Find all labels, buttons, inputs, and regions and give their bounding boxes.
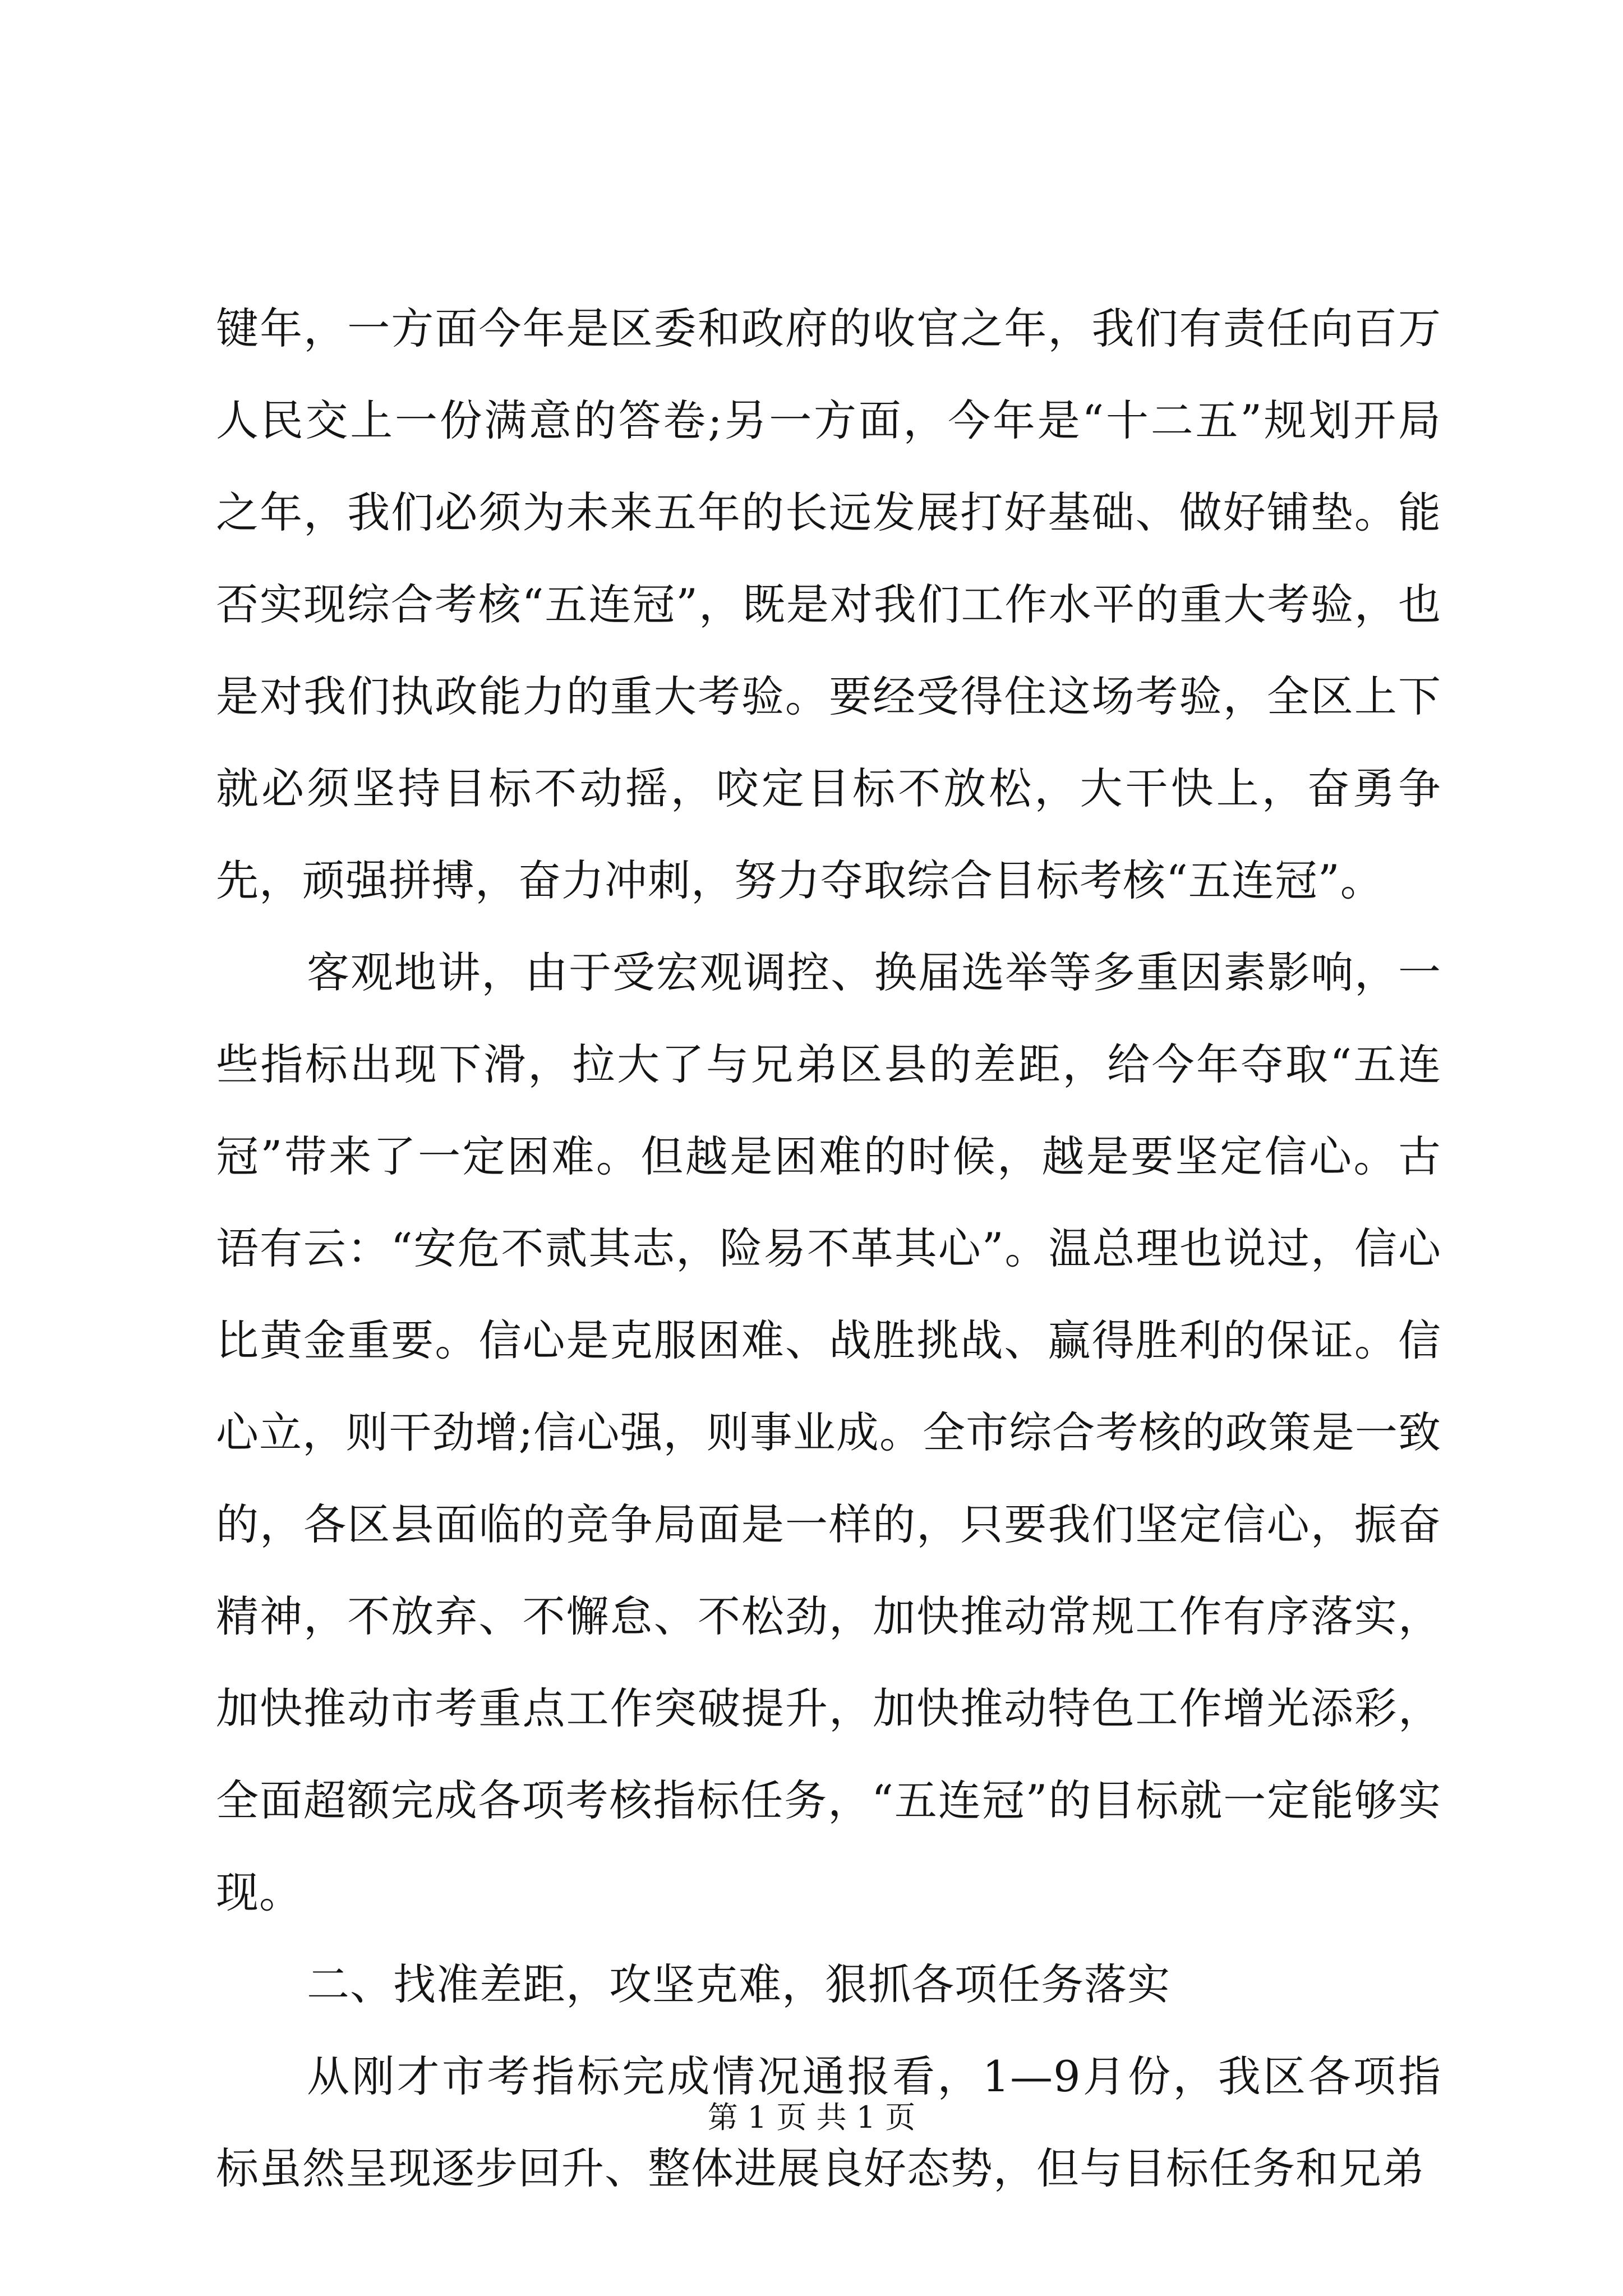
section-heading: 二、找准差距，攻坚克难，狠抓各项任务落实 (307, 1959, 1170, 2009)
page-number-footer: 第 1 页 共 1 页 (707, 2100, 916, 2135)
document-body (216, 283, 1441, 2215)
paragraph-indicator-report: 从刚才市考指标完成情况通报看，1—9月份，我区各项指标虽然呈现逐步回升、整体进展良好态势，但与目标任务和兄弟 (216, 2051, 1441, 2193)
paragraph-objective-analysis: 客观地讲，由于受宏观调控、换届选举等多重因素影响，一些指标出现下滑，拉大了与兄弟区县的差距，给今年夺取“五连冠”带来了一定困难。但越是困难的时候，越是要坚定信心。古语有云：“安危不贰其志，险易不革其心”。温总理也说过，信心比黄金重要。信心是克服困难、战胜挑战、赢得胜利的保证。信心立，则干劲增;信心强，则事业成。全市综合考核的政策是一致的，各区县面临的竞争局面是一样的，只要我们坚定信心，振奋精神，不放弃、不懈怠、不松劲，加快推动常规工作有序落实，加快推动市考重点工作突破提升，加快推动特色工作增光添彩，全面超额完成各项考核指标任务，“五连冠”的目标就一定能够实现。 (216, 947, 1441, 1917)
paragraph-continuation: 键年，一方面今年是区委和政府的收官之年，我们有责任向百万人民交上一份满意的答卷;另一方面，今年是“十二五”规划开局之年，我们必须为未来五年的长远发展打好基础、做好铺垫。能否实现综合考核“五连冠”，既是对我们工作水平的重大考验，也是对我们执政能力的重大考验。要经受得住这场考验，全区上下就必须坚持目标不动摇，咬定目标不放松，大干快上，奋勇争先，顽强拼搏，奋力冲刺，努力夺取综合目标考核“五连冠”。 (216, 303, 1441, 905)
